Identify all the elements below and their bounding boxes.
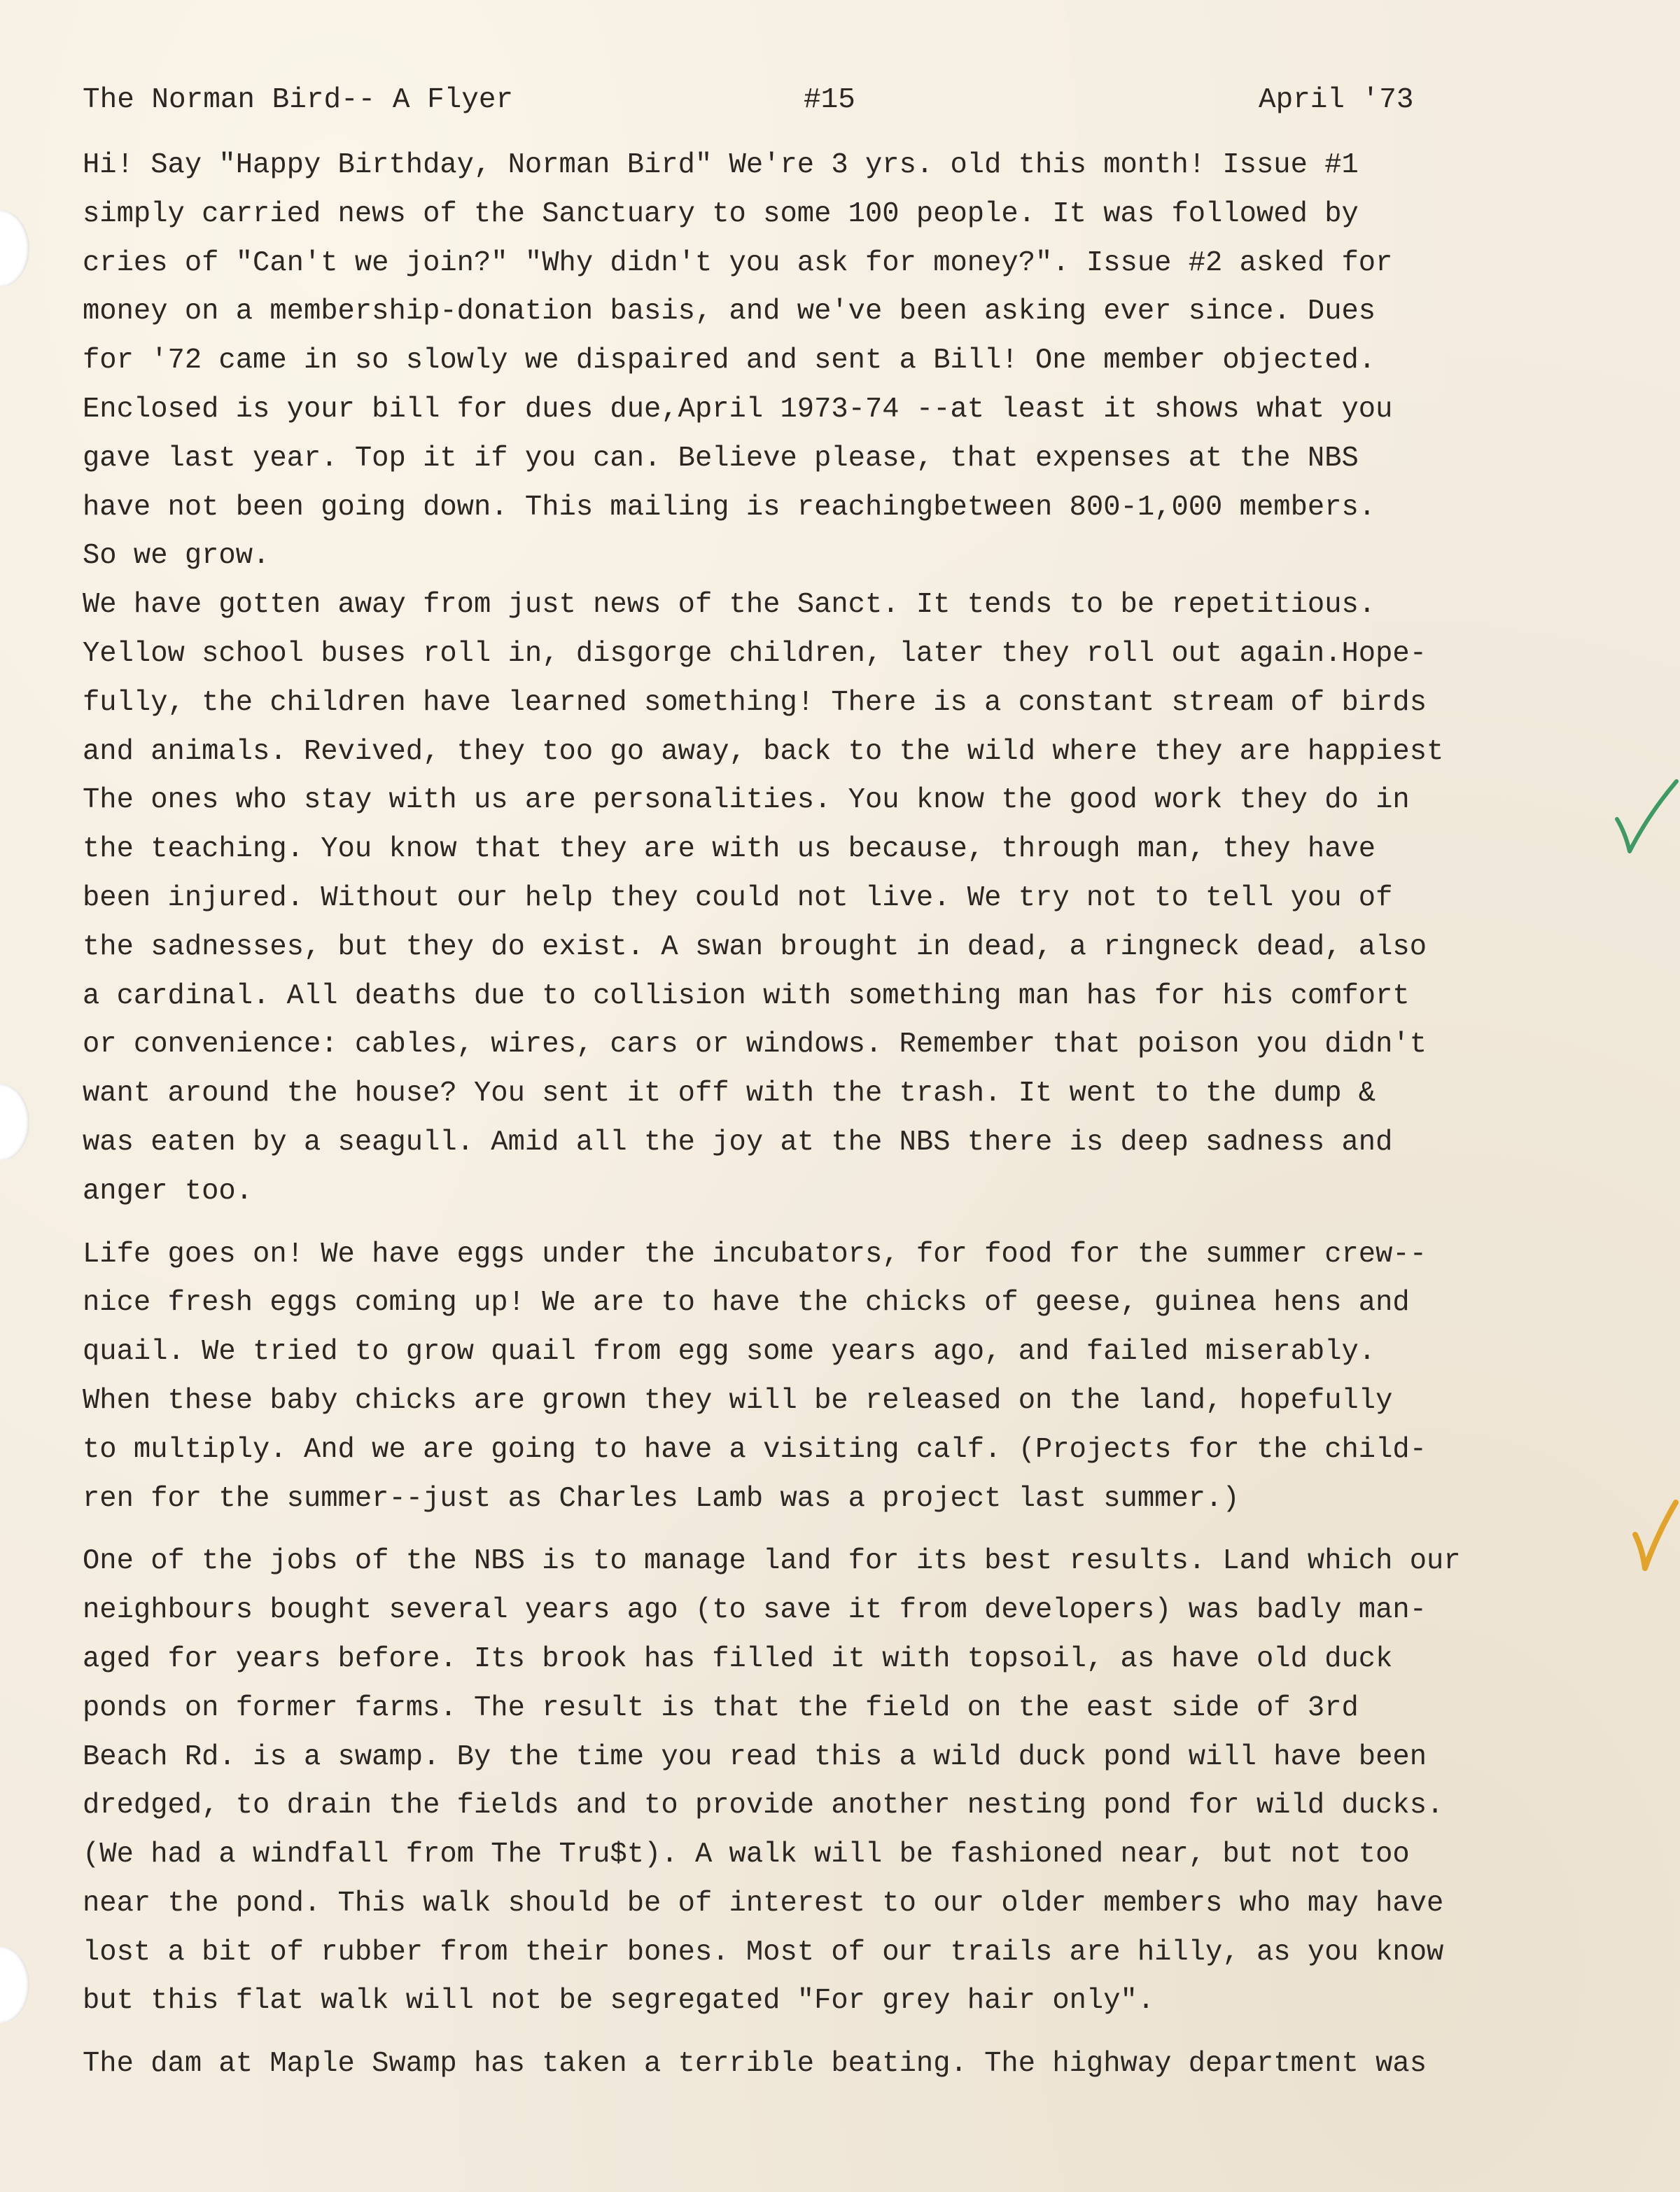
text-line: a cardinal. All deaths due to collision with something man has for his comfort bbox=[83, 979, 1410, 1012]
text-line: Hi! Say "Happy Birthday, Norman Bird" We're 3 yrs. old this month! Issue #1 bbox=[83, 149, 1359, 181]
text-line: simply carried news of the Sanctuary to some 100 people. It was followed by bbox=[83, 197, 1359, 230]
text-line: and animals. Revived, they too go away, back to the wild where they are happiest bbox=[83, 735, 1444, 768]
orange-checkmark-icon bbox=[1630, 1498, 1679, 1575]
flyer-title: The Norman Bird-- A Flyer bbox=[83, 84, 514, 116]
text-line: but this flat walk will not be segregated "For grey hair only". bbox=[83, 1985, 1155, 2018]
text-line: near the pond. This walk should be of interest to our older members who may have bbox=[83, 1887, 1444, 1920]
punch-hole-top bbox=[0, 210, 29, 287]
text-line: aged for years before. Its brook has filled it with topsoil, as have old duck bbox=[83, 1642, 1393, 1675]
punch-hole-middle bbox=[0, 1084, 29, 1161]
text-line: fully, the children have learned something! There is a constant stream of birds bbox=[83, 686, 1427, 719]
text-line: or convenience: cables, wires, cars or windows. Remember that poison you didn't bbox=[83, 1028, 1427, 1061]
text-line: for '72 came in so slowly we dispaired and sent a Bill! One member objected. bbox=[83, 344, 1376, 377]
text-line: Enclosed is your bill for dues due,April 1973-74 --at least it shows what you bbox=[83, 393, 1393, 426]
text-line: ponds on former farms. The result is that the field on the east side of 3rd bbox=[83, 1691, 1359, 1724]
issue-number: #15 bbox=[804, 84, 855, 116]
text-line: the sadnesses, but they do exist. A swan brought in dead, a ringneck dead, also bbox=[83, 930, 1427, 963]
text-line: have not been going down. This mailing is reachingbetween 800-1,000 members. bbox=[83, 491, 1376, 524]
text-line: to multiply. And we are going to have a visiting calf. (Projects for the child- bbox=[83, 1433, 1427, 1466]
flyer-body bbox=[83, 141, 1668, 2089]
text-line: The dam at Maple Swamp has taken a terrible beating. The highway department was bbox=[83, 2048, 1427, 2081]
text-line: neighbours bought several years ago (to save it from developers) was badly man- bbox=[83, 1594, 1427, 1627]
text-line: anger too. bbox=[83, 1175, 253, 1208]
text-line: Beach Rd. is a swamp. By the time you read this a wild duck pond will have been bbox=[83, 1740, 1427, 1773]
text-line: cries of "Can't we join?" "Why didn't you ask for money?". Issue #2 asked for bbox=[83, 246, 1393, 279]
text-line: quail. We tried to grow quail from egg some years ago, and failed miserably. bbox=[83, 1336, 1376, 1369]
text-line: want around the house? You sent it off with the trash. It went to the dump & bbox=[83, 1077, 1376, 1110]
text-line: lost a bit of rubber from their bones. Most of our trails are hilly, as you know bbox=[83, 1936, 1444, 1969]
text-line: gave last year. Top it if you can. Believe please, that expenses at the NBS bbox=[83, 442, 1359, 475]
issue-date: April '73 bbox=[1259, 84, 1414, 116]
text-line: The ones who stay with us are personalities. You know the good work they do in bbox=[83, 784, 1410, 817]
text-line: (We had a windfall from The Tru$t). A walk will be fashioned near, but not too bbox=[83, 1838, 1410, 1871]
text-line: was eaten by a seagull. Amid all the joy at the NBS there is deep sadness and bbox=[83, 1126, 1393, 1159]
green-checkmark-icon bbox=[1610, 776, 1680, 860]
text-line: dredged, to drain the fields and to provide another nesting pond for wild ducks. bbox=[83, 1789, 1444, 1822]
punch-hole-bottom bbox=[0, 1946, 29, 2023]
text-line: We have gotten away from just news of the Sanct. It tends to be repetitious. bbox=[83, 589, 1376, 622]
text-line: nice fresh eggs coming up! We are to have the chicks of geese, guinea hens and bbox=[83, 1287, 1410, 1320]
text-line: One of the jobs of the NBS is to manage land for its best results. Land which our bbox=[83, 1545, 1461, 1578]
text-line: money on a membership-donation basis, and we've been asking ever since. Dues bbox=[83, 295, 1376, 328]
text-line: Life goes on! We have eggs under the incubators, for food for the summer crew-- bbox=[83, 1238, 1427, 1271]
text-line: been injured. Without our help they could not live. We try not to tell you of bbox=[83, 881, 1393, 914]
flyer-header bbox=[83, 83, 1623, 118]
text-line: Yellow school buses roll in, disgorge children, later they roll out again.Hope- bbox=[83, 637, 1427, 670]
text-line: When these baby chicks are grown they will be released on the land, hopefully bbox=[83, 1384, 1393, 1417]
text-line: ren for the summer--just as Charles Lamb was a project last summer.) bbox=[83, 1482, 1240, 1515]
text-line: the teaching. You know that they are with us because, through man, they have bbox=[83, 833, 1376, 866]
text-line: So we grow. bbox=[83, 540, 270, 573]
